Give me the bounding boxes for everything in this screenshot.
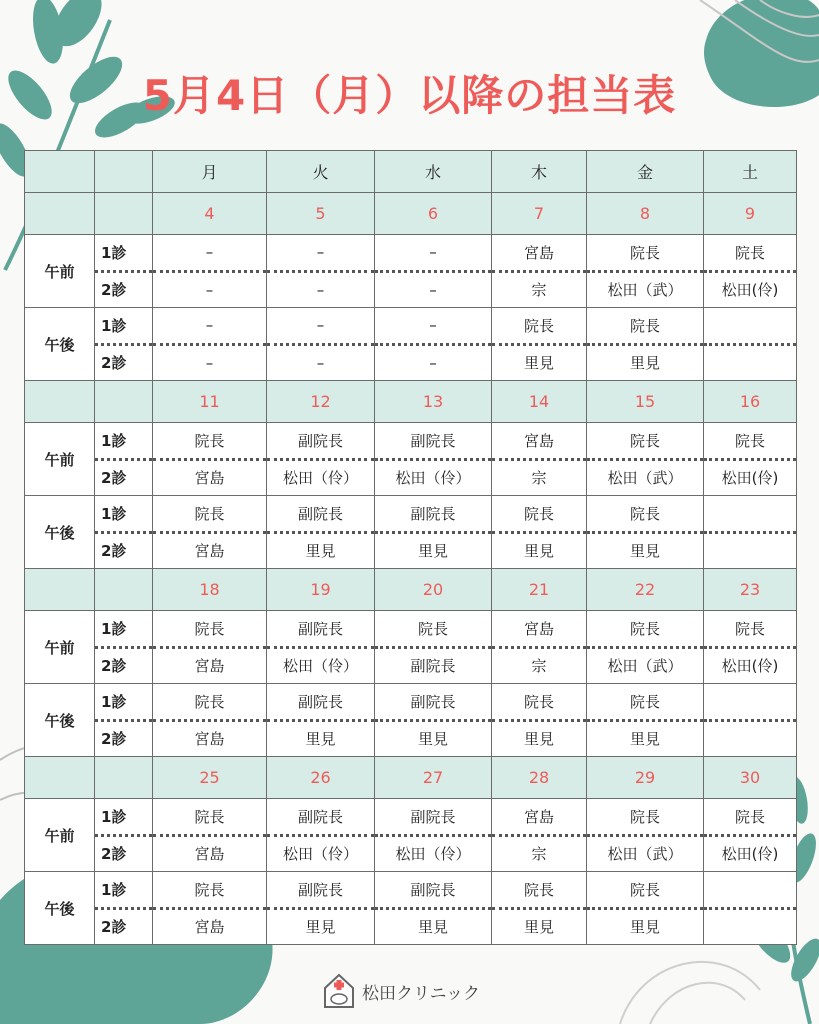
doctor-assignment-slot2: 松田（伶） bbox=[282, 469, 358, 488]
page-title: 5月4日（月）以降の担当表 bbox=[142, 71, 677, 120]
date-row bbox=[25, 381, 797, 423]
doctor-assignment-slot1: 副院長 bbox=[267, 872, 374, 910]
doctor-assignment bbox=[704, 308, 796, 380]
doctor-assignment-slot2: 里見 bbox=[629, 918, 660, 937]
date-row-blank bbox=[25, 757, 95, 799]
date-cell: 25 bbox=[153, 757, 267, 799]
doctor-cell bbox=[267, 799, 375, 872]
slot-label-cell bbox=[95, 496, 153, 569]
doctor-assignment-slot1: 副院長 bbox=[267, 423, 374, 461]
doctor-assignment bbox=[587, 684, 703, 756]
date-cell: 5 bbox=[267, 193, 375, 235]
morning-label: 午前 bbox=[25, 235, 95, 308]
morning-row bbox=[25, 423, 797, 496]
doctor-assignment-slot2: 里見 bbox=[629, 542, 660, 561]
doctor-assignment-slot2: 里見 bbox=[305, 918, 336, 937]
doctor-assignment bbox=[704, 872, 796, 944]
date-cell: 19 bbox=[267, 569, 375, 611]
doctor-assignment-slot2: – bbox=[316, 353, 325, 372]
date-cell: 15 bbox=[587, 381, 704, 423]
doctor-assignment bbox=[492, 423, 586, 495]
doctor-assignment bbox=[375, 308, 491, 380]
afternoon-label: 午後 bbox=[25, 872, 95, 945]
slot-label-cell bbox=[95, 308, 153, 381]
doctor-assignment-slot2 bbox=[704, 722, 796, 757]
doctor-assignment bbox=[267, 423, 374, 495]
doctor-cell bbox=[704, 684, 797, 757]
doctor-assignment-slot1: – bbox=[375, 308, 491, 346]
date-cell: 26 bbox=[267, 757, 375, 799]
slot-label-cell bbox=[95, 684, 153, 757]
doctor-cell bbox=[587, 308, 704, 381]
doctor-assignment bbox=[375, 799, 491, 871]
doctor-assignment-slot1: 院長 bbox=[587, 423, 703, 461]
doctor-assignment-slot2: 松田（武） bbox=[607, 469, 683, 488]
doctor-assignment-slot2: 宮島 bbox=[194, 730, 225, 749]
slot-labels-slot1: 1診 bbox=[95, 684, 152, 722]
date-cell: 30 bbox=[704, 757, 797, 799]
doctor-assignment-slot2: 松田(伶) bbox=[721, 469, 779, 488]
weekday-tue: 火 bbox=[267, 151, 375, 193]
doctor-assignment bbox=[267, 799, 374, 871]
date-cell: 6 bbox=[375, 193, 492, 235]
doctor-assignment-slot2: 里見 bbox=[523, 542, 554, 561]
doctor-assignment-slot1: 院長 bbox=[375, 611, 491, 649]
doctor-cell bbox=[375, 872, 492, 945]
slot-labels bbox=[95, 423, 152, 495]
doctor-assignment-slot1: 副院長 bbox=[375, 872, 491, 910]
doctor-assignment-slot2: 松田(伶) bbox=[721, 657, 779, 676]
slot-labels bbox=[95, 799, 152, 871]
doctor-assignment bbox=[704, 684, 796, 756]
date-row bbox=[25, 569, 797, 611]
doctor-cell bbox=[492, 611, 587, 684]
doctor-cell bbox=[704, 611, 797, 684]
morning-label: 午前 bbox=[25, 611, 95, 684]
doctor-cell bbox=[267, 611, 375, 684]
weekday-mon: 月 bbox=[153, 151, 267, 193]
doctor-cell bbox=[267, 684, 375, 757]
slot-labels-slot1: 1診 bbox=[95, 872, 152, 910]
doctor-cell bbox=[153, 423, 267, 496]
morning-row bbox=[25, 235, 797, 308]
doctor-assignment-slot1: 副院長 bbox=[375, 799, 491, 837]
doctor-assignment-slot1: 院長 bbox=[587, 872, 703, 910]
afternoon-label: 午後 bbox=[25, 684, 95, 757]
weekday-sat: 土 bbox=[704, 151, 797, 193]
doctor-cell bbox=[375, 496, 492, 569]
doctor-assignment-slot1: 院長 bbox=[153, 872, 266, 910]
doctor-cell bbox=[375, 684, 492, 757]
doctor-cell bbox=[153, 496, 267, 569]
afternoon-row bbox=[25, 684, 797, 757]
doctor-assignment bbox=[492, 799, 586, 871]
slot-labels-slot2: 2診 bbox=[101, 845, 127, 864]
date-row bbox=[25, 757, 797, 799]
doctor-cell bbox=[492, 799, 587, 872]
doctor-assignment-slot1: 院長 bbox=[704, 423, 796, 461]
doctor-assignment bbox=[153, 799, 266, 871]
doctor-assignment-slot1: – bbox=[153, 308, 266, 346]
doctor-assignment bbox=[267, 308, 374, 380]
doctor-cell bbox=[704, 872, 797, 945]
doctor-assignment-slot1: – bbox=[267, 308, 374, 346]
doctor-assignment-slot2: 宮島 bbox=[194, 542, 225, 561]
doctor-cell bbox=[375, 799, 492, 872]
doctor-cell bbox=[267, 423, 375, 496]
doctor-assignment-slot2: – bbox=[205, 280, 214, 299]
doctor-cell bbox=[587, 684, 704, 757]
slot-label-cell bbox=[95, 872, 153, 945]
doctor-assignment-slot2 bbox=[704, 534, 796, 569]
doctor-assignment-slot1: 院長 bbox=[492, 684, 586, 722]
doctor-assignment bbox=[704, 496, 796, 568]
doctor-assignment-slot1: 宮島 bbox=[492, 611, 586, 649]
doctor-cell bbox=[153, 235, 267, 308]
doctor-assignment-slot2: 里見 bbox=[417, 730, 448, 749]
date-row-blank bbox=[25, 193, 95, 235]
morning-row bbox=[25, 799, 797, 872]
doctor-assignment bbox=[492, 496, 586, 568]
morning-label: 午前 bbox=[25, 799, 95, 872]
doctor-assignment-slot1: 院長 bbox=[704, 611, 796, 649]
doctor-assignment bbox=[587, 872, 703, 944]
doctor-cell bbox=[267, 496, 375, 569]
doctor-assignment-slot1: 院長 bbox=[153, 611, 266, 649]
slot-labels-slot1: 1診 bbox=[95, 799, 152, 837]
doctor-assignment bbox=[587, 308, 703, 380]
doctor-assignment bbox=[375, 235, 491, 307]
slot-labels-slot1: 1診 bbox=[95, 611, 152, 649]
slot-labels bbox=[95, 872, 152, 944]
afternoon-label: 午後 bbox=[25, 496, 95, 569]
doctor-assignment-slot1: 院長 bbox=[153, 684, 266, 722]
doctor-assignment bbox=[587, 611, 703, 683]
doctor-assignment-slot2: – bbox=[429, 353, 437, 372]
slot-labels-slot1: 1診 bbox=[95, 423, 152, 461]
date-row bbox=[25, 193, 797, 235]
doctor-assignment-slot2: 松田（武） bbox=[607, 657, 683, 676]
doctor-cell bbox=[492, 235, 587, 308]
doctor-assignment-slot1: 副院長 bbox=[267, 684, 374, 722]
doctor-cell bbox=[587, 235, 704, 308]
afternoon-row bbox=[25, 872, 797, 945]
slot-labels-slot2: 2診 bbox=[101, 354, 127, 373]
slot-labels-slot2: 2診 bbox=[101, 918, 127, 937]
doctor-cell bbox=[704, 496, 797, 569]
doctor-assignment-slot2: 松田(伶) bbox=[721, 845, 779, 864]
afternoon-row bbox=[25, 308, 797, 381]
doctor-assignment-slot2: 宮島 bbox=[194, 918, 225, 937]
doctor-assignment-slot1: 院長 bbox=[153, 799, 266, 837]
doctor-assignment bbox=[587, 496, 703, 568]
doctor-assignment bbox=[153, 684, 266, 756]
date-cell: 12 bbox=[267, 381, 375, 423]
date-row-blank bbox=[95, 381, 153, 423]
doctor-assignment-slot1: 院長 bbox=[492, 308, 586, 346]
doctor-assignment bbox=[153, 235, 266, 307]
date-cell: 11 bbox=[153, 381, 267, 423]
doctor-assignment-slot1 bbox=[704, 308, 796, 346]
weekday-header-row bbox=[25, 151, 797, 193]
doctor-assignment bbox=[375, 496, 491, 568]
doctor-assignment-slot2: 里見 bbox=[305, 730, 336, 749]
weekday-thu: 木 bbox=[492, 151, 587, 193]
afternoon-row bbox=[25, 496, 797, 569]
slot-labels bbox=[95, 684, 152, 756]
doctor-assignment-slot2: 里見 bbox=[417, 542, 448, 561]
doctor-assignment-slot2: 松田(伶) bbox=[721, 281, 779, 300]
doctor-assignment-slot2: 宗 bbox=[531, 469, 547, 488]
doctor-assignment-slot2: 宗 bbox=[531, 281, 547, 300]
doctor-assignment bbox=[153, 423, 266, 495]
doctor-assignment-slot2: 松田（伶） bbox=[395, 845, 471, 864]
doctor-assignment-slot1: – bbox=[375, 235, 491, 273]
doctor-assignment-slot1: 副院長 bbox=[375, 423, 491, 461]
doctor-assignment-slot1 bbox=[704, 496, 796, 534]
doctor-cell bbox=[704, 308, 797, 381]
doctor-assignment bbox=[375, 684, 491, 756]
slot-label-cell bbox=[95, 423, 153, 496]
doctor-cell bbox=[375, 611, 492, 684]
doctor-assignment-slot1: 院長 bbox=[587, 235, 703, 273]
slot-label-cell bbox=[95, 235, 153, 308]
date-cell: 21 bbox=[492, 569, 587, 611]
doctor-assignment-slot1: 院長 bbox=[587, 611, 703, 649]
doctor-assignment-slot1 bbox=[704, 872, 796, 910]
doctor-assignment-slot1: 院長 bbox=[153, 423, 266, 461]
slot-labels bbox=[95, 611, 152, 683]
doctor-assignment-slot2: 里見 bbox=[629, 730, 660, 749]
doctor-assignment bbox=[492, 872, 586, 944]
doctor-cell bbox=[587, 611, 704, 684]
doctor-assignment-slot2 bbox=[704, 346, 796, 381]
doctor-assignment-slot1: 院長 bbox=[587, 496, 703, 534]
doctor-assignment-slot2: 宮島 bbox=[194, 657, 225, 676]
date-cell: 20 bbox=[375, 569, 492, 611]
doctor-cell bbox=[492, 684, 587, 757]
doctor-assignment-slot1 bbox=[704, 684, 796, 722]
date-cell: 7 bbox=[492, 193, 587, 235]
morning-row bbox=[25, 611, 797, 684]
doctor-assignment bbox=[587, 423, 703, 495]
doctor-cell bbox=[375, 308, 492, 381]
doctor-cell bbox=[267, 235, 375, 308]
weekday-wed: 水 bbox=[375, 151, 492, 193]
doctor-cell bbox=[492, 423, 587, 496]
doctor-assignment-slot2: 副院長 bbox=[410, 657, 456, 676]
doctor-assignment-slot2: – bbox=[205, 353, 214, 372]
doctor-assignment-slot2: 里見 bbox=[629, 354, 660, 373]
doctor-assignment-slot1: 院長 bbox=[587, 684, 703, 722]
slot-labels-slot2: 2診 bbox=[101, 730, 127, 749]
slot-labels-slot2: 2診 bbox=[101, 469, 127, 488]
doctor-assignment-slot2: 松田（伶） bbox=[282, 657, 358, 676]
doctor-assignment-slot2: – bbox=[429, 280, 437, 299]
date-cell: 18 bbox=[153, 569, 267, 611]
doctor-assignment bbox=[375, 872, 491, 944]
doctor-assignment bbox=[267, 872, 374, 944]
doctor-assignment-slot2: 里見 bbox=[523, 918, 554, 937]
slot-label-cell bbox=[95, 799, 153, 872]
doctor-cell bbox=[492, 308, 587, 381]
doctor-assignment bbox=[492, 308, 586, 380]
date-cell: 29 bbox=[587, 757, 704, 799]
schedule-table bbox=[24, 150, 797, 945]
doctor-assignment-slot1: 副院長 bbox=[267, 496, 374, 534]
date-cell: 9 bbox=[704, 193, 797, 235]
doctor-assignment-slot2: 宗 bbox=[531, 845, 547, 864]
doctor-cell bbox=[492, 872, 587, 945]
doctor-cell bbox=[153, 611, 267, 684]
date-cell: 28 bbox=[492, 757, 587, 799]
doctor-assignment bbox=[153, 308, 266, 380]
doctor-assignment-slot1: 院長 bbox=[492, 872, 586, 910]
doctor-assignment bbox=[492, 235, 586, 307]
doctor-assignment bbox=[587, 235, 703, 307]
doctor-assignment-slot2: 松田（武） bbox=[607, 845, 683, 864]
slot-label-cell bbox=[95, 611, 153, 684]
slot-labels bbox=[95, 308, 152, 380]
doctor-assignment bbox=[492, 684, 586, 756]
date-cell: 27 bbox=[375, 757, 492, 799]
doctor-assignment bbox=[704, 799, 796, 871]
doctor-cell bbox=[153, 872, 267, 945]
clinic-logo bbox=[322, 972, 480, 1010]
doctor-assignment bbox=[704, 235, 796, 307]
doctor-assignment-slot1: 院長 bbox=[153, 496, 266, 534]
doctor-assignment-slot2: 宗 bbox=[531, 657, 547, 676]
doctor-assignment bbox=[267, 235, 374, 307]
doctor-cell bbox=[492, 496, 587, 569]
doctor-assignment-slot2: – bbox=[316, 280, 325, 299]
date-row-blank bbox=[25, 381, 95, 423]
doctor-assignment-slot2: 宮島 bbox=[194, 469, 225, 488]
date-row-blank bbox=[95, 757, 153, 799]
doctor-assignment-slot2: 里見 bbox=[305, 542, 336, 561]
doctor-assignment-slot1: 院長 bbox=[587, 308, 703, 346]
weekday-fri: 金 bbox=[587, 151, 704, 193]
doctor-assignment-slot2: 松田（伶） bbox=[395, 469, 471, 488]
doctor-assignment-slot1: 院長 bbox=[704, 799, 796, 837]
doctor-assignment bbox=[267, 611, 374, 683]
doctor-assignment bbox=[153, 496, 266, 568]
slot-labels bbox=[95, 496, 152, 568]
doctor-assignment-slot2 bbox=[704, 910, 796, 945]
doctor-cell bbox=[704, 799, 797, 872]
date-cell: 4 bbox=[153, 193, 267, 235]
doctor-cell bbox=[375, 235, 492, 308]
slot-labels-slot2: 2診 bbox=[101, 542, 127, 561]
doctor-assignment-slot1: 宮島 bbox=[492, 423, 586, 461]
doctor-assignment-slot1: 副院長 bbox=[267, 611, 374, 649]
doctor-assignment-slot1: 副院長 bbox=[375, 684, 491, 722]
date-cell: 13 bbox=[375, 381, 492, 423]
doctor-cell bbox=[267, 872, 375, 945]
date-row-blank bbox=[25, 569, 95, 611]
date-row-blank bbox=[95, 193, 153, 235]
doctor-cell bbox=[153, 799, 267, 872]
doctor-assignment-slot1: 院長 bbox=[492, 496, 586, 534]
afternoon-label: 午後 bbox=[25, 308, 95, 381]
date-cell: 8 bbox=[587, 193, 704, 235]
slot-labels-slot1: 1診 bbox=[95, 496, 152, 534]
doctor-assignment-slot1: 副院長 bbox=[267, 799, 374, 837]
doctor-assignment bbox=[587, 799, 703, 871]
doctor-cell bbox=[587, 872, 704, 945]
date-cell: 14 bbox=[492, 381, 587, 423]
doctor-assignment bbox=[704, 611, 796, 683]
doctor-assignment-slot1: – bbox=[267, 235, 374, 273]
doctor-cell bbox=[375, 423, 492, 496]
clinic-house-icon bbox=[322, 972, 356, 1010]
doctor-cell bbox=[587, 496, 704, 569]
doctor-assignment-slot1: 宮島 bbox=[492, 235, 586, 273]
date-row-blank bbox=[95, 569, 153, 611]
doctor-assignment bbox=[375, 611, 491, 683]
clinic-name: 松田クリニック bbox=[362, 983, 480, 1004]
doctor-assignment-slot2: 里見 bbox=[523, 354, 554, 373]
doctor-assignment-slot1: 院長 bbox=[704, 235, 796, 273]
doctor-cell bbox=[587, 423, 704, 496]
date-cell: 16 bbox=[704, 381, 797, 423]
slot-labels-slot2: 2診 bbox=[101, 281, 127, 300]
doctor-assignment bbox=[375, 423, 491, 495]
doctor-cell bbox=[704, 423, 797, 496]
corner-cell bbox=[95, 151, 153, 193]
doctor-assignment-slot1: 院長 bbox=[587, 799, 703, 837]
slot-labels-slot1: 1診 bbox=[95, 308, 152, 346]
morning-label: 午前 bbox=[25, 423, 95, 496]
doctor-assignment bbox=[267, 496, 374, 568]
doctor-assignment-slot2: 宮島 bbox=[194, 845, 225, 864]
doctor-assignment bbox=[267, 684, 374, 756]
doctor-assignment bbox=[492, 611, 586, 683]
doctor-cell bbox=[267, 308, 375, 381]
doctor-assignment-slot1: – bbox=[153, 235, 266, 273]
doctor-assignment bbox=[153, 611, 266, 683]
corner-cell bbox=[25, 151, 95, 193]
doctor-assignment-slot1: 宮島 bbox=[492, 799, 586, 837]
doctor-assignment-slot1: 副院長 bbox=[375, 496, 491, 534]
date-cell: 23 bbox=[704, 569, 797, 611]
doctor-assignment bbox=[704, 423, 796, 495]
doctor-assignment-slot2: 里見 bbox=[417, 918, 448, 937]
doctor-cell bbox=[153, 684, 267, 757]
doctor-cell bbox=[704, 235, 797, 308]
doctor-cell bbox=[587, 799, 704, 872]
slot-labels-slot1: 1診 bbox=[95, 235, 152, 273]
date-cell: 22 bbox=[587, 569, 704, 611]
doctor-assignment-slot2: 里見 bbox=[523, 730, 554, 749]
doctor-assignment-slot2: 松田（武） bbox=[607, 281, 683, 300]
doctor-assignment bbox=[153, 872, 266, 944]
doctor-assignment-slot2: 松田（伶） bbox=[282, 845, 358, 864]
doctor-cell bbox=[153, 308, 267, 381]
slot-labels-slot2: 2診 bbox=[101, 657, 127, 676]
slot-labels bbox=[95, 235, 152, 307]
